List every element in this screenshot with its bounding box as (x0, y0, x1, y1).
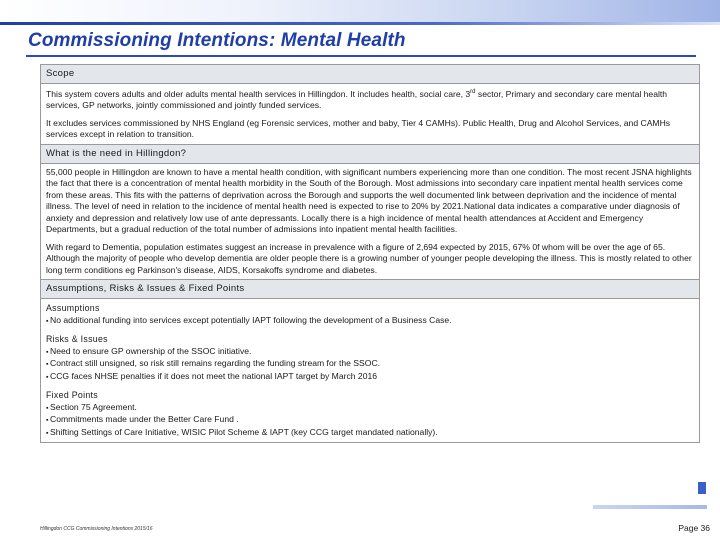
need-body (41, 164, 699, 281)
logo-mark (698, 482, 706, 494)
list-item-text: Need to ensure GP ownership of the SSOC initiative. (50, 345, 252, 356)
list-item (46, 358, 694, 371)
list-item-text: Contract still unsigned, so risk still remains regarding the funding stream for the SSOC. (50, 358, 381, 369)
assumptions-subsection (46, 303, 694, 327)
scope-text-b: sector, Primary and secondary care mental health services, GP networks, jointly commissioned and jointly funded services. (46, 88, 668, 111)
list-item-text: Commitments made under the Better Care Fund . (50, 414, 239, 425)
list-item (46, 346, 694, 359)
bullet-icon: ▪ (46, 348, 49, 356)
fixed-points-subsection (46, 390, 694, 439)
risks-subsection (46, 334, 694, 383)
list-item-text: CCG faces NHSE penalties if it does not meet the national IAPT target by March 2016 (50, 370, 378, 381)
need-paragraph-2: With regard to Dementia, population estimates suggest an increase in prevalence with a figure of 2,694 expected by 2015, 67% 0f whom will be over the age of 65. Although the majority of people who develop dementia are older people there is a growing number of younger people developing the illness. This is mostly related to other long term conditions eg Parkinson's disease, AIDS, Korsakoffs syndrome and diabetes. (46, 241, 692, 275)
scope-body (41, 84, 699, 145)
list-item (46, 427, 694, 440)
scope-paragraph-1 (46, 87, 694, 112)
page-number: Page 36 (678, 523, 710, 533)
bullet-icon: ▪ (46, 404, 49, 412)
bullet-icon: ▪ (46, 373, 49, 381)
title-underline (26, 55, 696, 57)
list-item-text: No additional funding into services except potentially IAPT following the development of a Business Case. (50, 314, 452, 325)
scope-superscript: rd (470, 89, 476, 95)
scope-text-a: This system covers adults and older adults mental health services in Hillingdon. It includes health, social care, 3 (46, 88, 471, 99)
list-item (46, 371, 694, 384)
scope-heading: Scope (41, 65, 699, 84)
bullet-icon: ▪ (46, 317, 49, 325)
bullet-icon: ▪ (46, 361, 49, 369)
bullet-icon: ▪ (46, 429, 49, 437)
list-item-text: Section 75 Agreement. (50, 401, 137, 412)
assumptions-body (41, 299, 699, 442)
bullet-icon: ▪ (46, 417, 49, 425)
footer-document-name: Hillingdon CCG Commissioning Intentions 2015/16 (40, 526, 153, 532)
list-item (46, 402, 694, 415)
fixed-points-subheading: Fixed Points (46, 390, 99, 401)
scope-paragraph-2: It excludes services commissioned by NHS England (eg Forensic services, mother and baby, Tier 4 CAMHs). Public Health, Drug and Alcohol Services, and CAMHs services except in relation to transition. (46, 117, 671, 140)
assumptions-heading: Assumptions, Risks & Issues & Fixed Points (41, 280, 699, 299)
list-item-text: Shifting Settings of Care Initiative, WISIC Pilot Scheme & IAPT (key CCG target mandated nationally). (50, 426, 438, 437)
header-rule (0, 22, 720, 25)
logo-text-faint (593, 505, 707, 509)
page-title: Commissioning Intentions: Mental Health (28, 30, 406, 51)
risks-subheading: Risks & Issues (46, 334, 108, 345)
content-table (40, 64, 700, 443)
header-band (0, 0, 720, 22)
assumptions-subheading: Assumptions (46, 303, 100, 314)
need-paragraph-1: 55,000 people in Hillingdon are known to have a mental health condition, with significant numbers experiencing more than one condition. The most recent JSNA highlights the fact that there is a concentration of mental health morbidity in the South of the Borough. Most admissions into secondary care inpatient mental health services come from these areas. This fits with the patterns of deprivation across the Borough and supports the well documented link between deprivation and the incidence of mental illness. The level of need in relation to the incidence of mental health need is expected to rise to 20% by 2021.National data indicates a comparative under diagnosis of anxiety and depression and relatively low use of ante depressants. Locally there is a high incidence of mental health attendances at Accident and Emergency Departments, but a gradual reduction of the total number of admissions into inpatient mental health facilities. (46, 166, 692, 235)
list-item (46, 315, 694, 328)
list-item (46, 414, 694, 427)
need-heading: What is the need in Hillingdon? (41, 145, 699, 164)
